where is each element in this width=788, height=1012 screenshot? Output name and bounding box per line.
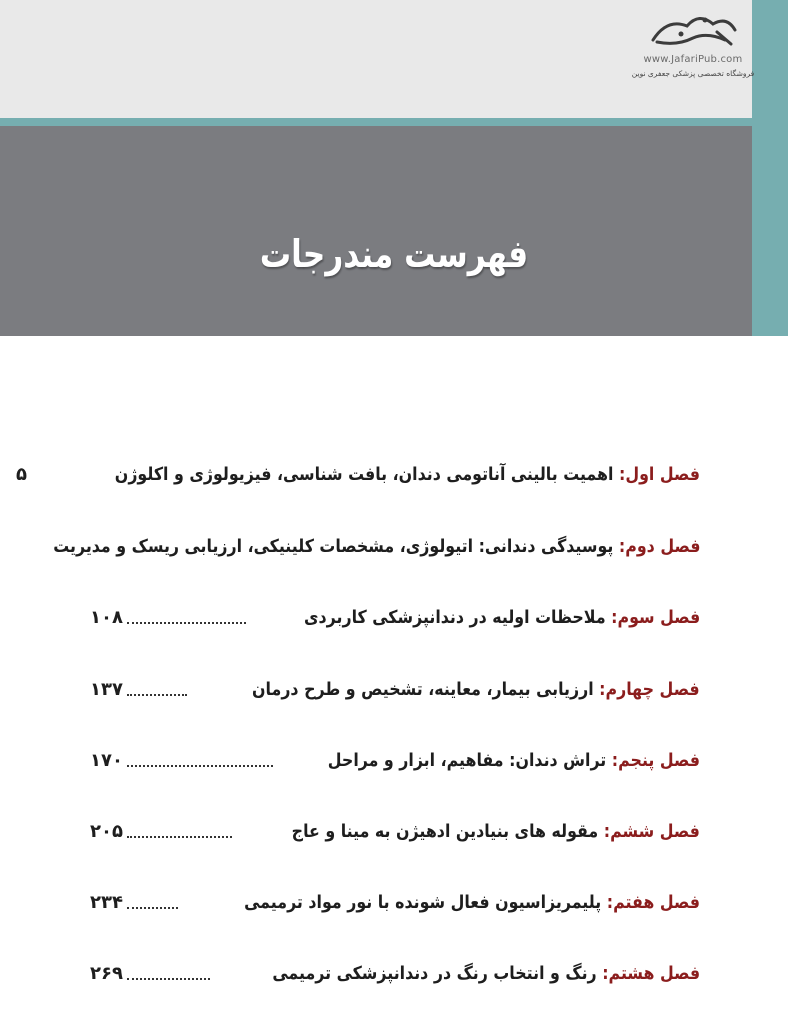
chapter-label: فصل دوم:	[618, 535, 700, 557]
toc-entry[interactable]	[90, 882, 700, 922]
chapter-title: رنگ و انتخاب رنگ در دندانپزشکی ترمیمی	[272, 962, 597, 984]
chapter-title: ارزیابی بیمار، معاینه، تشخیص و طرح درمان	[252, 678, 594, 700]
dot-leader	[127, 765, 273, 767]
chapter-label: فصل اول:	[619, 463, 700, 485]
chapter-title: مقوله های بنیادین ادهیژن به مینا و عاج	[291, 820, 599, 842]
chapter-label: فصل چهارم:	[599, 678, 700, 700]
page-number: ۲۶۹	[90, 962, 123, 984]
dot-leader	[127, 622, 246, 624]
toc-entry[interactable]	[90, 811, 700, 851]
toc-entry[interactable]	[90, 740, 700, 780]
page-number: ۲۰۵	[90, 820, 123, 842]
toc-entry[interactable]	[52, 526, 700, 566]
chapter-label: فصل پنجم:	[611, 749, 700, 771]
dot-leader	[127, 694, 187, 696]
chapter-title: ملاحظات اولیه در دندانپزشکی کاربردی	[303, 606, 606, 628]
page-number: ۵	[16, 463, 28, 485]
teal-divider	[0, 118, 752, 126]
chapter-label: فصل هشتم:	[602, 962, 700, 984]
chapter-label: فصل سوم:	[610, 606, 700, 628]
toc-entry[interactable]	[16, 454, 700, 494]
chapter-label: فصل ششم:	[603, 820, 700, 842]
chapter-title: اهمیت بالینی آناتومی دندان، بافت شناسی، فیزیولوژی و اکلوژن	[114, 463, 614, 485]
page-title: فهرست مندرجات	[259, 232, 529, 276]
toc-entry[interactable]	[90, 953, 700, 993]
page-number: ۲۳۴	[90, 891, 123, 913]
toc-entry[interactable]	[90, 669, 700, 709]
chapter-title: تراش دندان: مفاهیم، ابزار و مراحل	[327, 749, 607, 771]
publisher-url[interactable]: www.JafariPub.com	[643, 54, 743, 65]
dot-leader	[127, 978, 210, 980]
toc-entry[interactable]	[90, 597, 700, 637]
publisher-tagline: فروشگاه تخصصی پزشکی جعفری نوین	[631, 69, 755, 78]
publisher-logo	[628, 10, 758, 92]
chapter-title: پوسیدگی دندانی: اتیولوژی، مشخصات کلینیکی، ارزیابی ریسک و مدیریت	[52, 535, 613, 557]
page-number: ۱۰۸	[90, 606, 123, 628]
title-banner	[0, 126, 752, 336]
page-number: ۱۷۰	[90, 749, 123, 771]
chapter-title: پلیمریزاسیون فعال شونده با نور مواد ترمیمی	[244, 891, 602, 913]
dot-leader	[127, 836, 232, 838]
dot-leader	[127, 907, 178, 909]
page-number: ۱۳۷	[90, 678, 123, 700]
chapter-label: فصل هفتم:	[606, 891, 700, 913]
logo-mark-icon	[647, 10, 739, 52]
